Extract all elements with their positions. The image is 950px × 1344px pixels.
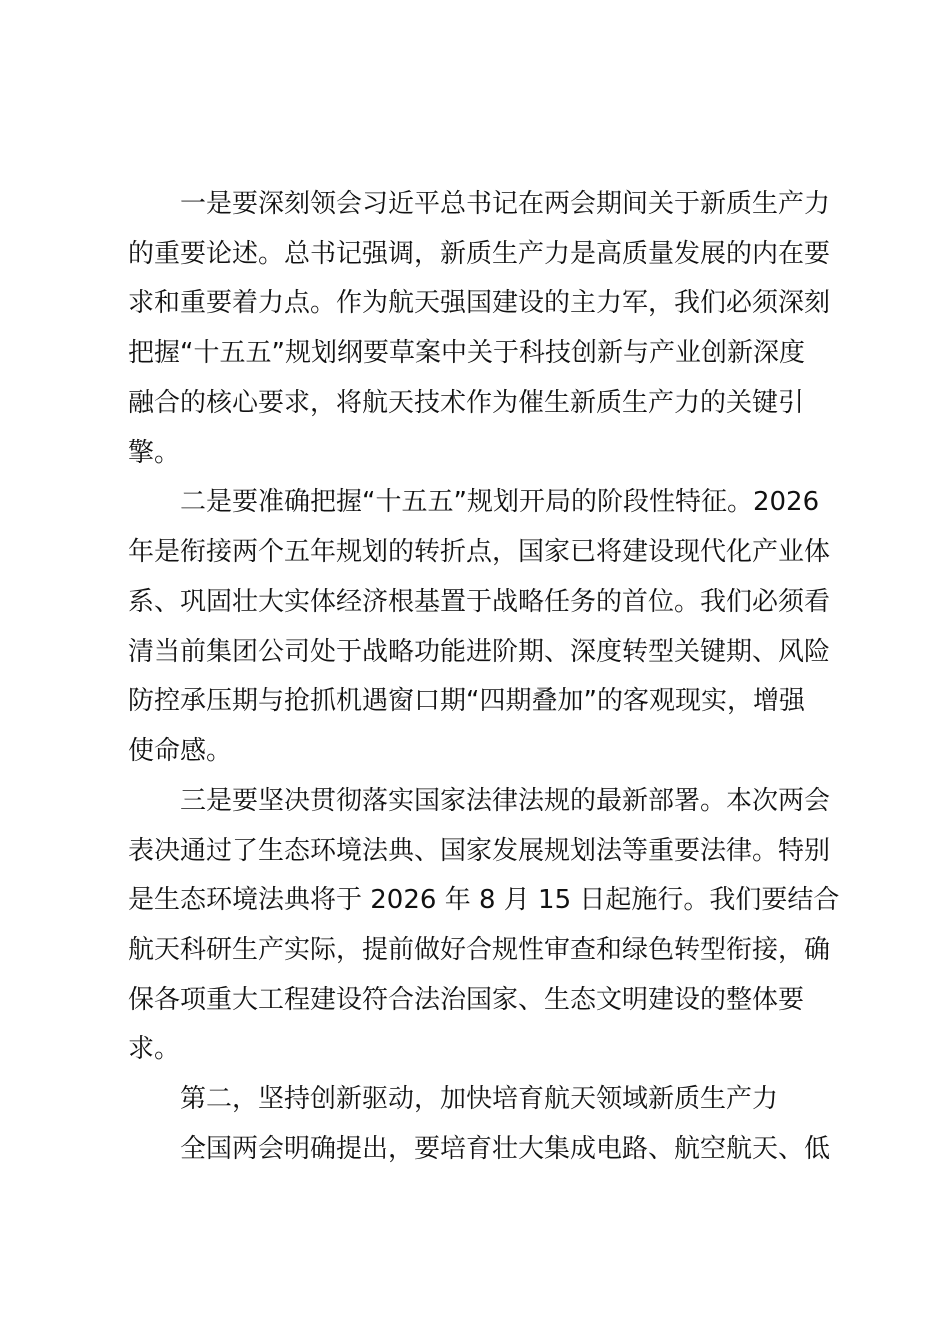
paragraph [128,777,840,1075]
paragraph [128,478,832,776]
text-line: 的重要论述。总书记强调，新质生产力是高质量发展的内在要 [128,238,831,269]
section-heading [128,1075,832,1125]
text-line: 表决通过了生态环境法典、国家发展规划法等重要法律。特别 [128,835,831,866]
text-line: 一是要深刻领会习近平总书记在两会期间关于新质生产力 [180,189,831,219]
text-line: 航天科研生产实际，提前做好合规性审查和绿色转型衔接，确 [128,935,831,966]
text-line: 保各项重大工程建设符合法治国家、生态文明建设的整体要 [128,984,805,1015]
text-line: 擎。 [128,437,181,468]
document-body [128,180,840,1175]
text-line: 防控承压期与抢抓机遇窗口期“四期叠加”的客观现实，增强 [128,686,805,717]
text-line: 清当前集团公司处于战略功能进阶期、深度转型关键期、风险 [128,636,831,667]
text-line: 使命感。 [128,736,233,767]
text-line: 年是衔接两个五年规划的转折点，国家已将建设现代化产业体 [128,537,831,568]
text-line: 融合的核心要求，将航天技术作为催生新质生产力的关键引 [128,387,805,418]
text-line: 系、巩固壮大实体经济根基置于战略任务的首位。我们必须看 [128,586,831,617]
text-line: 全国两会明确提出，要培育壮大集成电路、航空航天、低 [180,1133,831,1164]
paragraph [128,180,832,478]
text-line: 三是要坚决贯彻落实国家法律法规的最新部署。本次两会 [180,785,831,816]
text-line: 是生态环境法典将于 2026 年 8 月 15 日起施行。我们要结合 [128,885,840,916]
text-line: 求和重要着力点。作为航天强国建设的主力军，我们必须深刻 [128,288,831,319]
text-line: 求。 [128,1034,181,1065]
text-line: 二是要准确把握“十五五”规划开局的阶段性特征。2026 [180,487,820,518]
paragraph [128,1125,832,1175]
text-line: 把握“十五五”规划纲要草案中关于科技创新与产业创新深度 [128,338,805,369]
text-line: 第二，坚持创新驱动，加快培育航天领域新质生产力 [180,1084,779,1115]
